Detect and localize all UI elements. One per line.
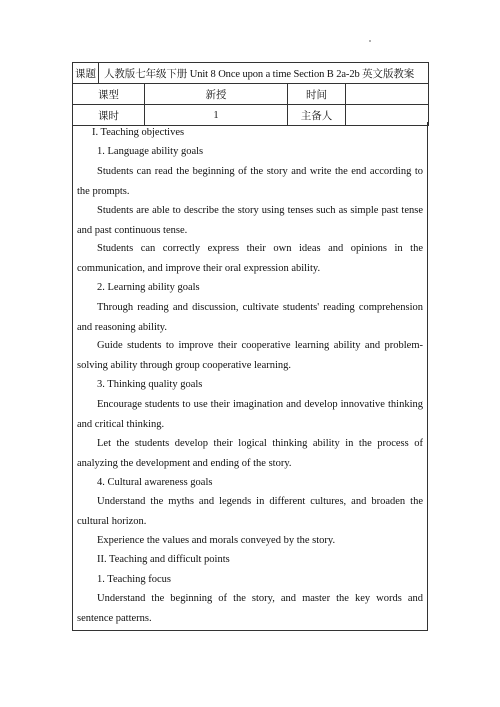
topic-title: 人教版七年级下册 Unit 8 Once upon a time Section B 2a-2b 英文版教案 xyxy=(99,63,429,84)
subheading-teaching-focus: 1. Teaching focus xyxy=(97,574,172,585)
lesson-type-value: 新授 xyxy=(145,84,288,105)
lesson-content-cell xyxy=(72,122,428,631)
time-value xyxy=(346,84,429,105)
time-label: 时间 xyxy=(288,84,346,105)
period-value: 1 xyxy=(145,105,288,126)
subheading-language-goals: 1. Language ability goals xyxy=(97,146,204,157)
paragraph: Understand the myths and legends in different cultures, and broaden the cultural horizon. xyxy=(77,496,423,527)
topic-label: 课题 xyxy=(73,63,99,84)
paragraph: Experience the values and morals conveyed by the story. xyxy=(97,535,336,546)
section-heading-difficult-points: II. Teaching and difficult points xyxy=(97,554,230,565)
subheading-cultural-goals: 4. Cultural awareness goals xyxy=(97,477,213,488)
corner-dot xyxy=(369,40,371,42)
period-label: 课时 xyxy=(73,105,145,126)
preparer-label: 主备人 xyxy=(288,105,346,126)
section-heading-objectives: I. Teaching objectives xyxy=(92,127,185,138)
paragraph: Students can read the beginning of the story and write the end according to the prompts. xyxy=(77,166,423,197)
header-row-topic xyxy=(73,63,429,84)
subheading-thinking-goals: 3. Thinking quality goals xyxy=(97,379,203,390)
paragraph: Let the students develop their logical thinking ability in the process of analyzing the development and ending of the story. xyxy=(77,438,423,469)
header-row-type xyxy=(73,84,429,105)
lesson-type-label: 课型 xyxy=(73,84,145,105)
paragraph: Guide students to improve their cooperative learning ability and problem-solving ability through group cooperative learning. xyxy=(77,340,423,371)
paragraph: Understand the beginning of the story, and master the key words and sentence patterns. xyxy=(77,593,423,624)
paragraph: Encourage students to use their imagination and develop innovative thinking and critical thinking. xyxy=(77,399,423,430)
paragraph: Students can correctly express their own ideas and opinions in the communication, and improve their oral expression ability. xyxy=(77,243,423,274)
subheading-learning-goals: 2. Learning ability goals xyxy=(97,282,200,293)
paragraph: Students are able to describe the story using tenses such as simple past tense and past continuous tense. xyxy=(77,205,423,236)
paragraph: Through reading and discussion, cultivate students' reading comprehension and reasoning ability. xyxy=(77,302,423,333)
lesson-header-table xyxy=(72,62,429,126)
